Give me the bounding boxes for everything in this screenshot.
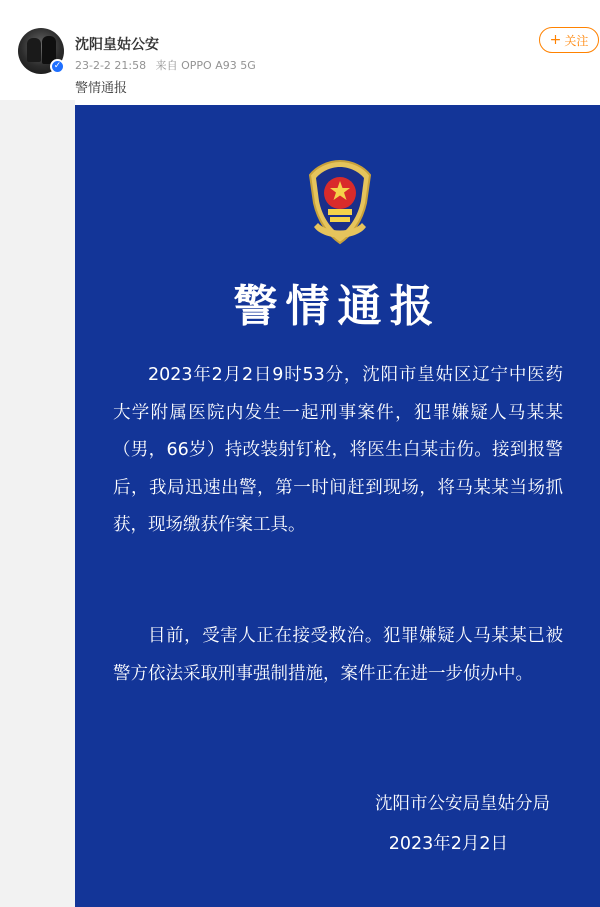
plus-icon: +	[549, 32, 562, 48]
post-meta	[75, 57, 262, 73]
post-date[interactable]: 23-2-2 21:58	[75, 59, 147, 72]
post-source: 来自 OPPO A93 5G	[155, 59, 256, 72]
notice-paragraph: 目前，受害人正在接受救治。犯罪嫌疑人马某某已被警方依法采取刑事强制措施，案件正在进一步侦办中。	[113, 626, 563, 684]
left-margin	[0, 100, 75, 907]
notice-date: 2023年2月2日	[388, 834, 508, 854]
notice-image[interactable]	[75, 105, 600, 907]
notice-signature: 沈阳市公安局皇姑分局	[375, 794, 550, 814]
avatar-figure	[27, 38, 41, 62]
post-text: 警情通报	[75, 81, 128, 96]
notice-title: 警情通报	[233, 281, 442, 332]
author-name[interactable]: 沈阳皇姑公安	[75, 37, 159, 53]
notice-paragraph: 2023年2月2日9时53分，沈阳市皇姑区辽宁中医药大学附属医院内发生一起刑事案件，犯罪嫌疑人马某某（男，66岁）持改装射钉枪，将医生白某击伤。接到报警后，我局迅速出警，第一时间赶到现场，将马某某当场抓获，现场缴获作案工具。	[113, 365, 563, 535]
police-emblem-icon	[300, 157, 380, 249]
follow-label: 关注	[564, 33, 589, 48]
verified-icon: ✓	[50, 59, 65, 74]
follow-button[interactable]	[539, 27, 599, 53]
post-header	[0, 0, 600, 100]
